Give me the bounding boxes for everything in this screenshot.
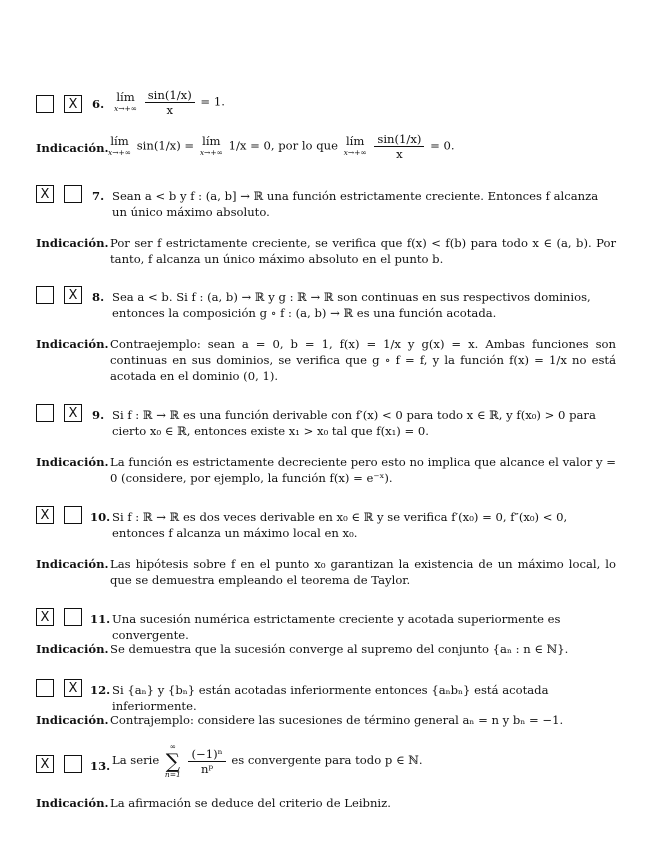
hint-text: Las hipótesis sobre f en el punto x₀ garantizan la existencia de un máximo local, lo que se demuestra empleando el teorema de Taylor. [110, 557, 616, 587]
hint-label: Indicación. [36, 713, 109, 727]
question-11 [34, 608, 614, 642]
answer-boxes [34, 95, 90, 115]
answer-boxes [34, 286, 90, 306]
hint-8 [36, 336, 616, 386]
answer-boxes [34, 185, 90, 205]
question-text: Si {aₙ} y {bₙ} están acotadas inferiormente entonces {aₙbₙ} está acotada inferiormente. [112, 683, 549, 713]
answer-boxes [34, 679, 90, 699]
fraction-denominator: x [166, 103, 173, 117]
question-13 [34, 742, 614, 791]
question-text: Una sucesión numérica estrictamente creciente y acotada superiormente es convergente. [112, 612, 561, 642]
question-text: Sean a < b y f : (a, b] → ℝ una función estrictamente creciente. Entonces f alcanza un único máximo absoluto. [112, 189, 599, 219]
limit-subscript: x→+∞ [199, 147, 223, 157]
fraction [188, 747, 225, 776]
hint-text: Se demuestra que la sucesión converge al supremo del conjunto {aₙ : n ∈ ℕ}. [110, 642, 569, 656]
false-checkbox[interactable]: X [64, 95, 82, 113]
hint-label: Indicación. [36, 236, 109, 250]
hint-text: Contraejemplo: sean a = 0, b = 1, f(x) = 1/x y g(x) = x. Ambas funciones son continuas en sus dominios, se verifica que g ∘ f = f, y la función f(x) = 1/x no está acotada en el dominio (0, 1). [110, 337, 616, 383]
true-checkbox[interactable]: X [36, 608, 54, 626]
fraction-numerator: sin(1/x) [145, 88, 195, 103]
hint-part: 1/x = 0, por lo que [228, 138, 338, 153]
question-9 [34, 404, 614, 440]
question-number: 11. [90, 612, 111, 626]
limit-operator [114, 89, 138, 114]
answer-boxes [34, 506, 90, 526]
hint-text: La función es estrictamente decreciente pero esto no implica que alcance el valor y = 0 (considere, por ejemplo, la función f(x) = e⁻ˣ). [110, 455, 616, 485]
false-checkbox[interactable] [64, 185, 82, 203]
hint-label: Indicación. [36, 337, 109, 351]
false-checkbox[interactable] [64, 506, 82, 524]
limit-label: lím [116, 89, 135, 104]
question-text: Sea a < b. Si f : (a, b) → ℝ y g : ℝ → ℝ son continuas en sus respectivos dominios, entonces la composición g ∘ f : (a, b) → ℝ es una función acotada. [112, 290, 591, 320]
question-text: Si f : ℝ → ℝ es una función derivable con f′(x) < 0 para todo x ∈ ℝ, y f(x₀) > 0 para cierto x₀ ∈ ℝ, entonces existe x₁ > x₀ tal que f(x₁) = 0. [112, 408, 596, 438]
hint-text: La afirmación se deduce del criterio de Leibniz. [110, 796, 391, 810]
false-checkbox[interactable] [64, 755, 82, 773]
question-6 [34, 88, 614, 122]
hint-tail: = 0. [430, 138, 455, 153]
summation [165, 742, 181, 780]
answer-boxes [34, 608, 90, 628]
hint-text [106, 132, 612, 161]
question-number: 7. [92, 189, 105, 203]
limit-operator [199, 133, 223, 158]
question-7 [34, 185, 614, 221]
true-checkbox[interactable] [36, 286, 54, 304]
question-text [112, 742, 612, 780]
true-checkbox[interactable]: X [36, 755, 54, 773]
true-checkbox[interactable] [36, 404, 54, 422]
fraction-denominator: x [396, 147, 403, 161]
sum-lower-limit: n=1 [164, 770, 181, 779]
fraction-numerator: (−1)ⁿ [188, 747, 225, 762]
hint-12 [36, 712, 616, 730]
true-checkbox[interactable]: X [36, 506, 54, 524]
question-number: 13. [90, 759, 111, 773]
hint-text: Por ser f estrictamente creciente, se verifica que f(x) < f(b) para todo x ∈ (a, b). Por tanto, f alcanza un único máximo absoluto en el punto b. [110, 236, 616, 266]
fraction-denominator: nᵖ [201, 761, 214, 776]
limit-label: lím [202, 133, 221, 148]
limit-subscript: x→+∞ [343, 147, 367, 157]
answer-boxes [34, 755, 90, 775]
question-number: 10. [90, 510, 111, 524]
hint-6 [36, 132, 616, 162]
false-checkbox[interactable]: X [64, 286, 82, 304]
limit-subscript: x→+∞ [108, 147, 132, 157]
hint-10 [36, 556, 616, 590]
question-number: 9. [92, 408, 105, 422]
hint-11 [36, 641, 616, 659]
limit-label: lím [110, 133, 129, 148]
limit-operator [343, 133, 367, 158]
hint-label: Indicación. [36, 455, 109, 469]
hint-13 [36, 795, 616, 813]
fraction-numerator: sin(1/x) [374, 132, 424, 147]
question-8 [34, 286, 614, 322]
fraction [374, 132, 424, 161]
limit-subscript: x→+∞ [114, 103, 138, 113]
false-checkbox[interactable]: X [64, 679, 82, 697]
hint-label: Indicación. [36, 557, 109, 571]
true-checkbox[interactable] [36, 95, 54, 113]
hint-9 [36, 454, 616, 488]
series-prefix: La serie [112, 753, 160, 767]
series-suffix: es convergente para todo p ∈ ℕ. [231, 753, 423, 767]
hint-text: Contrajemplo: considere las sucesiones de término general aₙ = n y bₙ = −1. [110, 713, 564, 727]
hint-7 [36, 235, 616, 269]
question-text [112, 88, 612, 117]
question-number: 12. [90, 683, 111, 697]
hint-label: Indicación. [36, 141, 109, 155]
question-text: Si f : ℝ → ℝ es dos veces derivable en x₀ ∈ ℝ y se verifica f′(x₀) = 0, f″(x₀) < 0, entonces f alcanza un máximo local en x₀. [112, 510, 568, 540]
true-checkbox[interactable]: X [36, 185, 54, 203]
limit-operator [108, 133, 132, 158]
hint-part: sin(1/x) = [136, 138, 195, 153]
limit-label: lím [345, 133, 365, 148]
hint-label: Indicación. [36, 796, 109, 810]
sigma-symbol: ∑ [165, 749, 180, 773]
question-tail: = 1. [200, 94, 225, 109]
true-checkbox[interactable] [36, 679, 54, 697]
false-checkbox[interactable]: X [64, 404, 82, 422]
sum-upper-limit: ∞ [169, 742, 176, 751]
question-number: 8. [92, 290, 105, 304]
false-checkbox[interactable] [64, 608, 82, 626]
answer-boxes [34, 404, 90, 424]
hint-label: Indicación. [36, 642, 109, 656]
question-number: 6. [92, 97, 105, 111]
fraction [145, 88, 195, 117]
question-12 [34, 679, 614, 713]
question-10 [34, 506, 614, 542]
